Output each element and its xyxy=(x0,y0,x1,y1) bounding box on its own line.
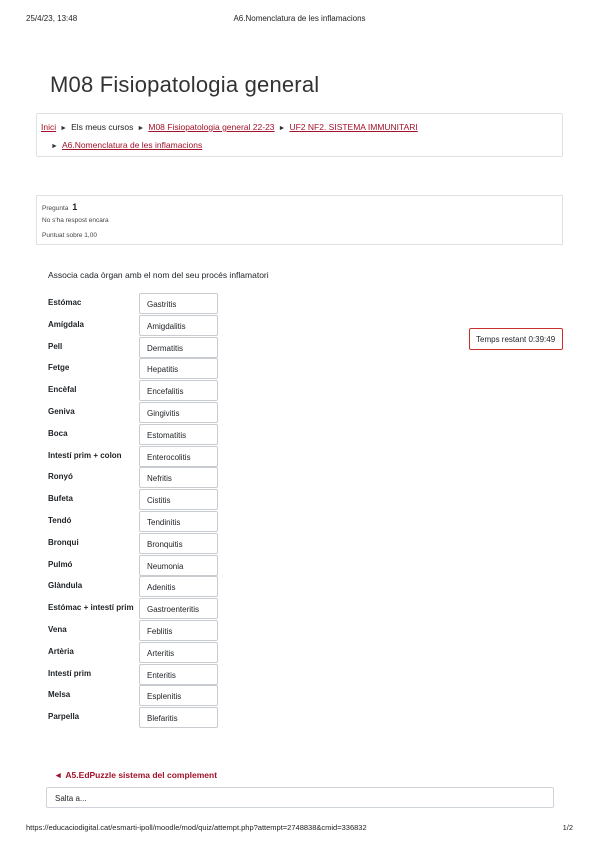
match-organ-label: Tendó xyxy=(48,516,72,525)
match-answer-select[interactable]: Adenitis xyxy=(139,576,218,597)
match-organ-label: Melsa xyxy=(48,690,71,700)
match-answer-select[interactable]: Amigdalitis xyxy=(139,315,218,336)
question-number-label: Pregunta xyxy=(42,205,69,212)
breadcrumb-course-link[interactable]: M08 Fisiopatologia general 22-23 xyxy=(148,122,275,132)
breadcrumb-separator: ► xyxy=(60,125,68,132)
match-row xyxy=(48,489,248,510)
match-organ-label: Vena xyxy=(48,625,67,634)
match-organ-label: Ronyó xyxy=(48,472,73,482)
breadcrumb-separator: ► xyxy=(137,125,145,132)
match-answer-select[interactable]: Estomatitis xyxy=(139,424,218,445)
print-datetime: 25/4/23, 13:48 xyxy=(26,14,78,23)
match-row xyxy=(48,533,248,554)
match-row xyxy=(48,337,248,358)
match-row xyxy=(48,511,248,532)
match-answer-select[interactable]: Esplenitis xyxy=(139,685,218,706)
match-row xyxy=(48,402,248,423)
print-url: https://educaciodigital.cat/esmarti-ipoll/moodle/mod/quiz/attempt.php?attempt=2748838&cmid=336832 xyxy=(26,823,367,832)
match-row xyxy=(48,685,248,706)
match-organ-label: Geniva xyxy=(48,407,75,416)
match-organ-label: Intestí prim + colon xyxy=(48,450,122,460)
match-answer-select[interactable]: Dermatitis xyxy=(139,337,218,358)
print-page-number: 1/2 xyxy=(562,823,573,832)
match-organ-label: Artèria xyxy=(48,646,74,656)
match-answer-select[interactable]: Gingivitis xyxy=(139,402,218,423)
question-grade: Puntuat sobre 1,00 xyxy=(42,232,97,239)
question-number-value: 1 xyxy=(72,202,78,212)
match-answer-select[interactable]: Neumonia xyxy=(139,555,218,576)
match-organ-label: Bufeta xyxy=(48,494,73,504)
match-row xyxy=(48,664,248,685)
match-answer-select[interactable]: Gastroenteritis xyxy=(139,598,218,619)
jump-to-select[interactable]: Salta a... xyxy=(46,787,554,808)
match-row xyxy=(48,358,248,379)
match-answer-select[interactable]: Enterocolitis xyxy=(139,446,218,467)
match-organ-label: Glàndula xyxy=(48,581,83,591)
breadcrumb-home-link[interactable]: Inici xyxy=(41,122,57,132)
question-number xyxy=(42,202,77,212)
previous-activity-link[interactable] xyxy=(54,770,217,780)
match-row xyxy=(48,598,248,619)
match-organ-label: Pulmó xyxy=(48,559,73,569)
match-answer-select[interactable]: Hepatitis xyxy=(139,358,218,379)
match-organ-label: Boca xyxy=(48,428,68,438)
print-doc-title: A6.Nomenclatura de les inflamacions xyxy=(233,14,366,23)
match-answer-select[interactable]: Nefritis xyxy=(139,467,218,488)
match-answer-select[interactable]: Encefalitis xyxy=(139,380,218,401)
match-row xyxy=(48,293,248,314)
match-organ-label: Estómac + intestí prim xyxy=(48,603,134,613)
match-answer-select[interactable]: Enteritis xyxy=(139,664,218,685)
match-organ-label: Encèfal xyxy=(48,385,77,395)
match-answer-select[interactable]: Arteritis xyxy=(139,642,218,663)
match-row xyxy=(48,380,248,401)
print-footer xyxy=(0,823,599,835)
match-row xyxy=(48,467,248,488)
match-organ-label: Amígdala xyxy=(48,319,85,329)
breadcrumb-section-link[interactable]: UF2 NF2. SISTEMA IMMUNITARI xyxy=(289,122,418,132)
match-row xyxy=(48,642,248,663)
match-answer-select[interactable]: Tendinitis xyxy=(139,511,218,532)
match-answer-select[interactable]: Feblitis xyxy=(139,620,218,641)
left-arrow-icon: ◄ xyxy=(54,770,63,780)
match-answer-select[interactable]: Blefaritis xyxy=(139,707,218,728)
breadcrumb-separator: ► xyxy=(51,143,58,150)
match-row xyxy=(48,555,248,576)
match-organ-label: Fetge xyxy=(48,363,70,373)
timer-box: Temps restant 0:39:49 xyxy=(469,328,563,350)
match-row xyxy=(48,424,248,445)
match-row xyxy=(48,707,248,728)
breadcrumb xyxy=(36,113,563,157)
match-row xyxy=(48,446,248,467)
match-organ-label: Parpella xyxy=(48,712,80,722)
match-organ-label: Bronqui xyxy=(48,537,79,547)
match-organ-label: Intestí prim xyxy=(48,668,92,678)
print-header xyxy=(0,14,599,26)
match-row xyxy=(48,315,248,336)
match-row xyxy=(48,576,248,597)
breadcrumb-activity-link[interactable]: A6.Nomenclatura de les inflamacions xyxy=(61,140,203,150)
question-info-box xyxy=(36,195,563,245)
match-organ-label: Estómac xyxy=(48,298,82,307)
match-answer-select[interactable]: Cistitis xyxy=(139,489,218,510)
breadcrumb-line-1 xyxy=(41,122,418,132)
breadcrumb-line-2 xyxy=(47,140,202,150)
match-answer-select[interactable]: Gastritis xyxy=(139,293,218,314)
course-title: M08 Fisiopatologia general xyxy=(50,72,320,97)
breadcrumb-my-courses: Els meus cursos xyxy=(71,122,134,132)
question-state: No s'ha respost encara xyxy=(42,217,109,224)
match-answer-select[interactable]: Bronquitis xyxy=(139,533,218,554)
match-row xyxy=(48,620,248,641)
match-organ-label: Pell xyxy=(48,341,63,351)
previous-activity-label: A5.EdPuzzle sistema del complement xyxy=(65,770,218,780)
breadcrumb-separator: ► xyxy=(278,125,286,132)
question-text: Associa cada òrgan amb el nom del seu procés inflamatori xyxy=(48,270,269,280)
